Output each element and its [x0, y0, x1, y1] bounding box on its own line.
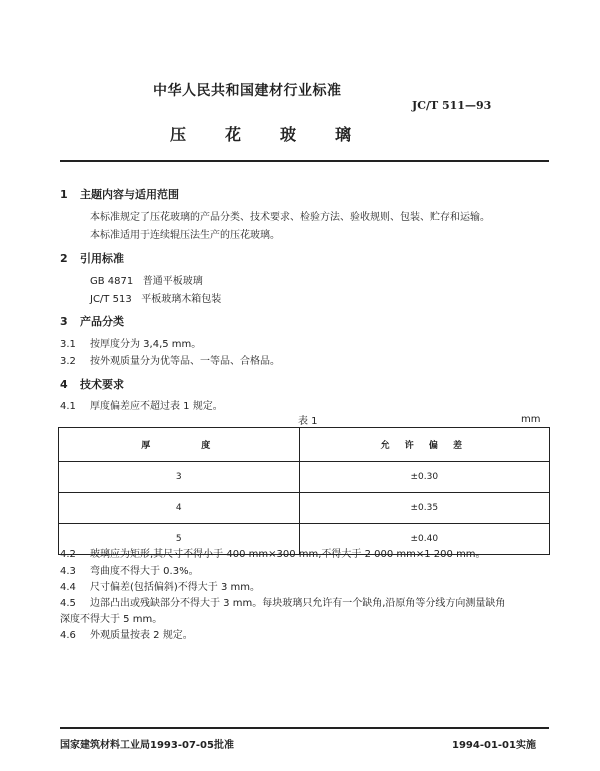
section-1-paragraph-2: 本标准适用于连续辊压法生产的压花玻璃。	[90, 230, 280, 241]
effective-date: 1994-01-01实施	[452, 740, 536, 751]
clause-text: 边部凸出或残缺部分不得大于 3 mm。每块玻璃只允许有一个缺角,沿原角等分线方向测量缺角	[90, 598, 506, 609]
document-title	[170, 122, 351, 145]
clause-4-1	[60, 397, 223, 412]
tolerance-cell: ±0.40	[299, 524, 549, 555]
approval-line: 国家建筑材料工业局1993-07-05批准	[60, 740, 234, 751]
section-title: 引用标准	[80, 252, 124, 265]
clause-3-2	[60, 352, 280, 367]
table-1	[58, 427, 550, 555]
section-number: 1	[60, 188, 68, 201]
clause-text: 玻璃应为矩形,其尺寸不得小于 400 mm×300 mm,不得大于 2 000 mm×1 200 mm。	[90, 549, 486, 560]
table-1-caption: 表 1	[298, 416, 318, 427]
reference-name: 平板玻璃木箱包装	[141, 294, 222, 305]
table-row	[59, 462, 550, 493]
title-char: 璃	[335, 125, 352, 144]
section-title: 技术要求	[80, 378, 124, 391]
thickness-cell: 5	[59, 524, 300, 555]
title-char: 玻	[280, 125, 297, 144]
clause-text: 按外观质量分为优等品、一等品、合格品。	[90, 356, 280, 367]
thickness-cell: 3	[59, 462, 300, 493]
section-4-heading	[60, 376, 124, 392]
table-1-unit: mm	[521, 414, 541, 425]
tolerance-cell: ±0.30	[299, 462, 549, 493]
clause-text: 尺寸偏差(包括偏斜)不得大于 3 mm。	[90, 582, 261, 593]
footer-rule	[60, 727, 549, 729]
clause-4-3	[60, 562, 199, 577]
thickness-cell: 4	[59, 493, 300, 524]
clause-number: 4.4	[60, 582, 76, 593]
header-rule	[60, 160, 549, 162]
table-header-row	[59, 428, 550, 462]
table-row	[59, 493, 550, 524]
clause-number: 4.1	[60, 401, 76, 412]
reference-name: 普通平板玻璃	[142, 276, 203, 287]
clause-4-5-continuation: 深度不得大于 5 mm。	[60, 614, 163, 625]
clause-4-4	[60, 578, 260, 593]
section-number: 4	[60, 378, 68, 391]
clause-number: 4.3	[60, 566, 76, 577]
standard-code: JC/T 511—93	[412, 99, 492, 112]
section-title: 产品分类	[80, 315, 124, 328]
column-header-tolerance: 允 许 偏 差	[299, 428, 549, 462]
clause-4-6	[60, 626, 193, 641]
clause-4-2	[60, 545, 486, 560]
reference-item	[90, 290, 221, 305]
reference-item	[90, 272, 203, 287]
standard-name: 中华人民共和国建材行业标准	[153, 83, 342, 99]
clause-3-1	[60, 335, 201, 350]
clause-number: 3.2	[60, 356, 76, 367]
clause-4-5	[60, 594, 505, 609]
clause-text: 弯曲度不得大于 0.3%。	[90, 566, 199, 577]
reference-code: GB 4871	[90, 276, 134, 287]
clause-text: 外观质量按表 2 规定。	[90, 630, 193, 641]
section-number: 3	[60, 315, 68, 328]
clause-number: 4.5	[60, 598, 76, 609]
clause-number: 4.2	[60, 549, 76, 560]
section-number: 2	[60, 252, 68, 265]
clause-text: 按厚度分为 3,4,5 mm。	[90, 339, 202, 350]
section-3-heading	[60, 313, 124, 329]
clause-number: 3.1	[60, 339, 76, 350]
section-title: 主题内容与适用范围	[80, 188, 179, 201]
section-2-heading	[60, 250, 124, 266]
clause-number: 4.6	[60, 630, 76, 641]
clause-text: 厚度偏差应不超过表 1 规定。	[90, 401, 223, 412]
tolerance-cell: ±0.35	[299, 493, 549, 524]
section-1-heading	[60, 186, 179, 202]
section-1-paragraph-1: 本标准规定了压花玻璃的产品分类、技术要求、检验方法、验收规则、包装、贮存和运输。	[90, 212, 490, 223]
title-char: 花	[225, 125, 242, 144]
reference-code: JC/T 513	[90, 294, 132, 305]
column-header-thickness: 厚 度	[59, 428, 300, 462]
title-char: 压	[170, 125, 187, 144]
